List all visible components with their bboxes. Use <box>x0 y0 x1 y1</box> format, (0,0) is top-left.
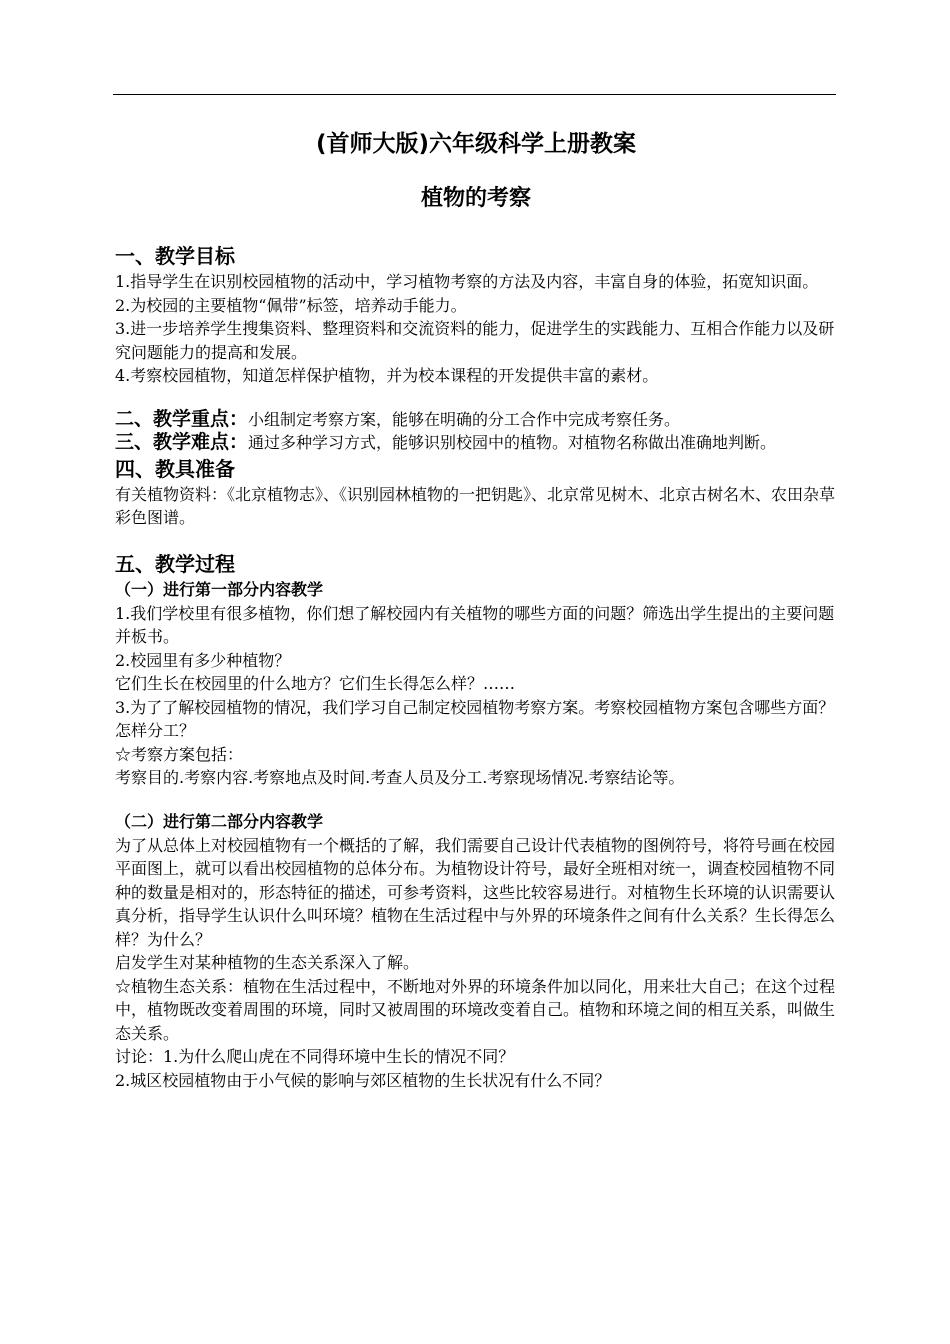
document-subtitle: 植物的考察 <box>420 186 531 211</box>
process-line: 考察目的.考察内容.考察地点及时间.考查人员及分工.考察现场情况.考察结论等。 <box>115 768 685 787</box>
section-materials <box>115 455 837 530</box>
document-body <box>115 128 837 1092</box>
process-line: 2.城区校园植物由于小气候的影响与郊区植物的生长状况有什么不同？ <box>115 1070 611 1090</box>
header-rule <box>113 94 836 95</box>
process-part2-heading: （二）进行第二部分内容教学 <box>115 811 324 831</box>
section-heading-process: 五、教学过程 <box>115 551 235 576</box>
section-heading-objectives: 一、教学目标 <box>115 244 235 268</box>
materials-text: 有关植物资料：《北京植物志》、《识别园林植物的一把钥匙》、北京常见树木、北京古树名木、农田杂草彩色图谱。 <box>115 484 836 527</box>
section-heading-difficulties: 三、教学难点： <box>115 431 249 453</box>
process-line: 1.我们学校里有很多植物，你们想了解校园内有关植物的哪些方面的问题？筛选出学生提出的主要问题并板书。 <box>115 603 835 646</box>
process-line: 它们生长在校园里的什么地方？它们生长得怎么样？…… <box>115 674 516 693</box>
process-line: 3.为了了解校园植物的情况，我们学习自己制定校园植物考察方案。考察校园植物方案包含哪些方面？怎样分工？ <box>115 697 835 740</box>
process-line: 2.校园里有多少种植物？ <box>115 650 291 670</box>
objective-item: 3.进一步培养学生搜集资料、整理资料和交流资料的能力，促进学生的实践能力、互相合作能力以及研究问题能力的提高和发展。 <box>115 319 835 362</box>
process-line: 为了从总体上对校园植物有一个概括的了解，我们需要自己设计代表植物的图例符号，将符号画在校园平面图上，就可以看出校园植物的总体分布。为植物设计符号，最好全班相对统一，调查校园植物不同种的数量是相对的，形态特征的描述，可参考资料，这些比较容易进行。对植物生长环境的认识需要认真分析，指导学生认识什么叫环境？植物在生活过程中与外界的环境条件之间有什么关系？生长得怎么样？为什么？ <box>115 835 836 949</box>
section-heading-materials: 四、教具准备 <box>115 456 235 481</box>
key-points-text: 小组制定考察方案，能够在明确的分工合作中完成考察任务。 <box>248 409 681 429</box>
objective-item: 4.考察校园植物，知道怎样保护植物，并为校本课程的开发提供丰富的素材。 <box>115 366 659 385</box>
document-title: (首师大版)六年级科学上册教案 <box>315 131 637 157</box>
process-line: ☆植物生态关系：植物在生活过程中，不断地对外界的环境条件加以同化，用来壮大自己；在这个过程中，植物既改变着周围的环境，同时又被周围的环境改变着自己。植物和环境之间的相互关系，叫做生态关系。 <box>115 976 836 1043</box>
objective-item: 2.为校园的主要植物“佩带”标签，培养动手能力。 <box>115 295 467 315</box>
section-key-points <box>115 408 837 432</box>
section-difficulties <box>115 431 837 455</box>
section-heading-key-points: 二、教学重点： <box>115 407 249 430</box>
section-process <box>115 550 837 1093</box>
process-line: 启发学生对某种植物的生态关系深入了解。 <box>115 953 420 972</box>
objective-item: 1.指导学生在识别校园植物的活动中，学习植物考察的方法及内容，丰富自身的体验，拓宽知识面。 <box>115 272 819 291</box>
process-line: 讨论：1.为什么爬山虎在不同得环境中生长的情况不同？ <box>115 1047 515 1066</box>
process-line: ☆考察方案包括： <box>115 744 244 764</box>
section-objectives <box>115 242 837 388</box>
process-part1-heading: （一）进行第一部分内容教学 <box>115 579 324 599</box>
difficulties-text: 通过多种学习方式，能够识别校园中的植物。对植物名称做出准确地判断。 <box>248 433 777 452</box>
